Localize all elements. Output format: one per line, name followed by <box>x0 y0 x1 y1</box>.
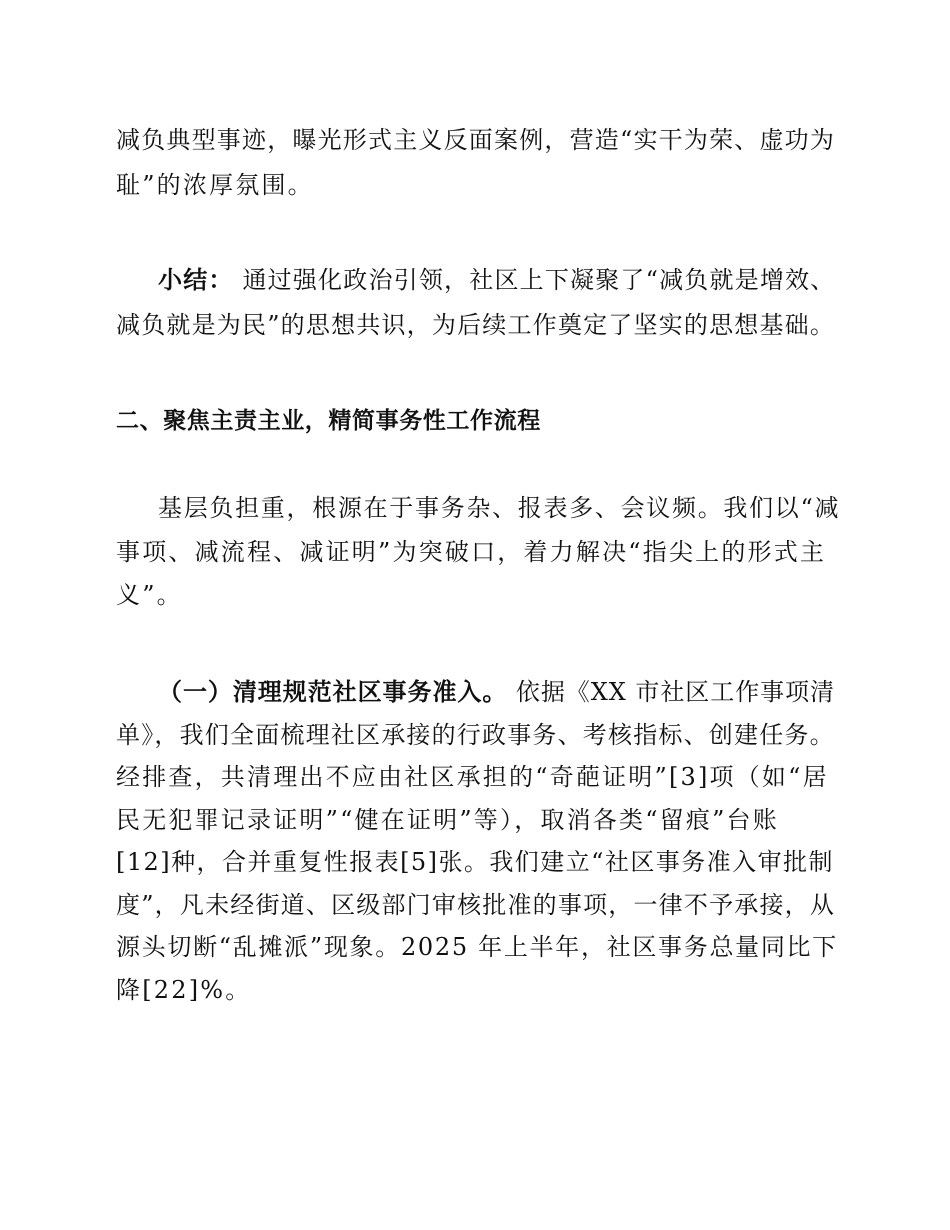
body-text-line: 减负就是为民”的思想共识，为后续工作奠定了坚实的思想基础。 <box>116 311 836 339</box>
subsection-title: （一）清理规范社区事务准入。 <box>158 678 508 706</box>
body-text-line: 民无犯罪记录证明”“健在证明”等），取消各类“留痕”台账 <box>116 806 779 834</box>
body-text-line: 源头切断“乱摊派”现象。2025 年上半年，社区事务总量同比下 <box>116 933 838 961</box>
body-text-line: 度”，凡未经街道、区级部门审核批准的事项，一律不予承接，从 <box>116 891 836 919</box>
body-text-line: 义”。 <box>116 581 183 609</box>
body-text-line: 事项、减流程、减证明”为突破口，着力解决“指尖上的形式主 <box>116 538 827 566</box>
section-heading: 二、聚焦主责主业，精简事务性工作流程 <box>116 408 541 434</box>
body-text-line: 经排查，共清理出不应由社区承担的“奇葩证明”[3]项（如“居 <box>116 763 829 791</box>
summary-text: 通过强化政治引领，社区上下凝聚了“减负就是增效、 <box>233 266 836 294</box>
body-text-line: [12]种，合并重复性报表[5]张。我们建立“社区事务准入审批制 <box>116 848 834 876</box>
body-text-line: 减负典型事迹，曝光形式主义反面案例，营造“实干为荣、虚功为 <box>116 126 836 154</box>
subsection-line <box>158 677 835 707</box>
body-text-line: 单》，我们全面梳理社区承接的行政事务、考核指标、创建任务。 <box>116 721 835 749</box>
summary-label: 小结： <box>158 266 234 294</box>
body-text-line: 耻”的浓厚氛围。 <box>116 171 314 199</box>
summary-line <box>158 265 836 295</box>
subsection-text: 依据《XX 市社区工作事项清 <box>507 678 835 706</box>
body-text-line: 降[22]%。 <box>116 976 252 1004</box>
body-text-line: 基层负担重，根源在于事务杂、报表多、会议频。我们以“减 <box>158 494 841 522</box>
